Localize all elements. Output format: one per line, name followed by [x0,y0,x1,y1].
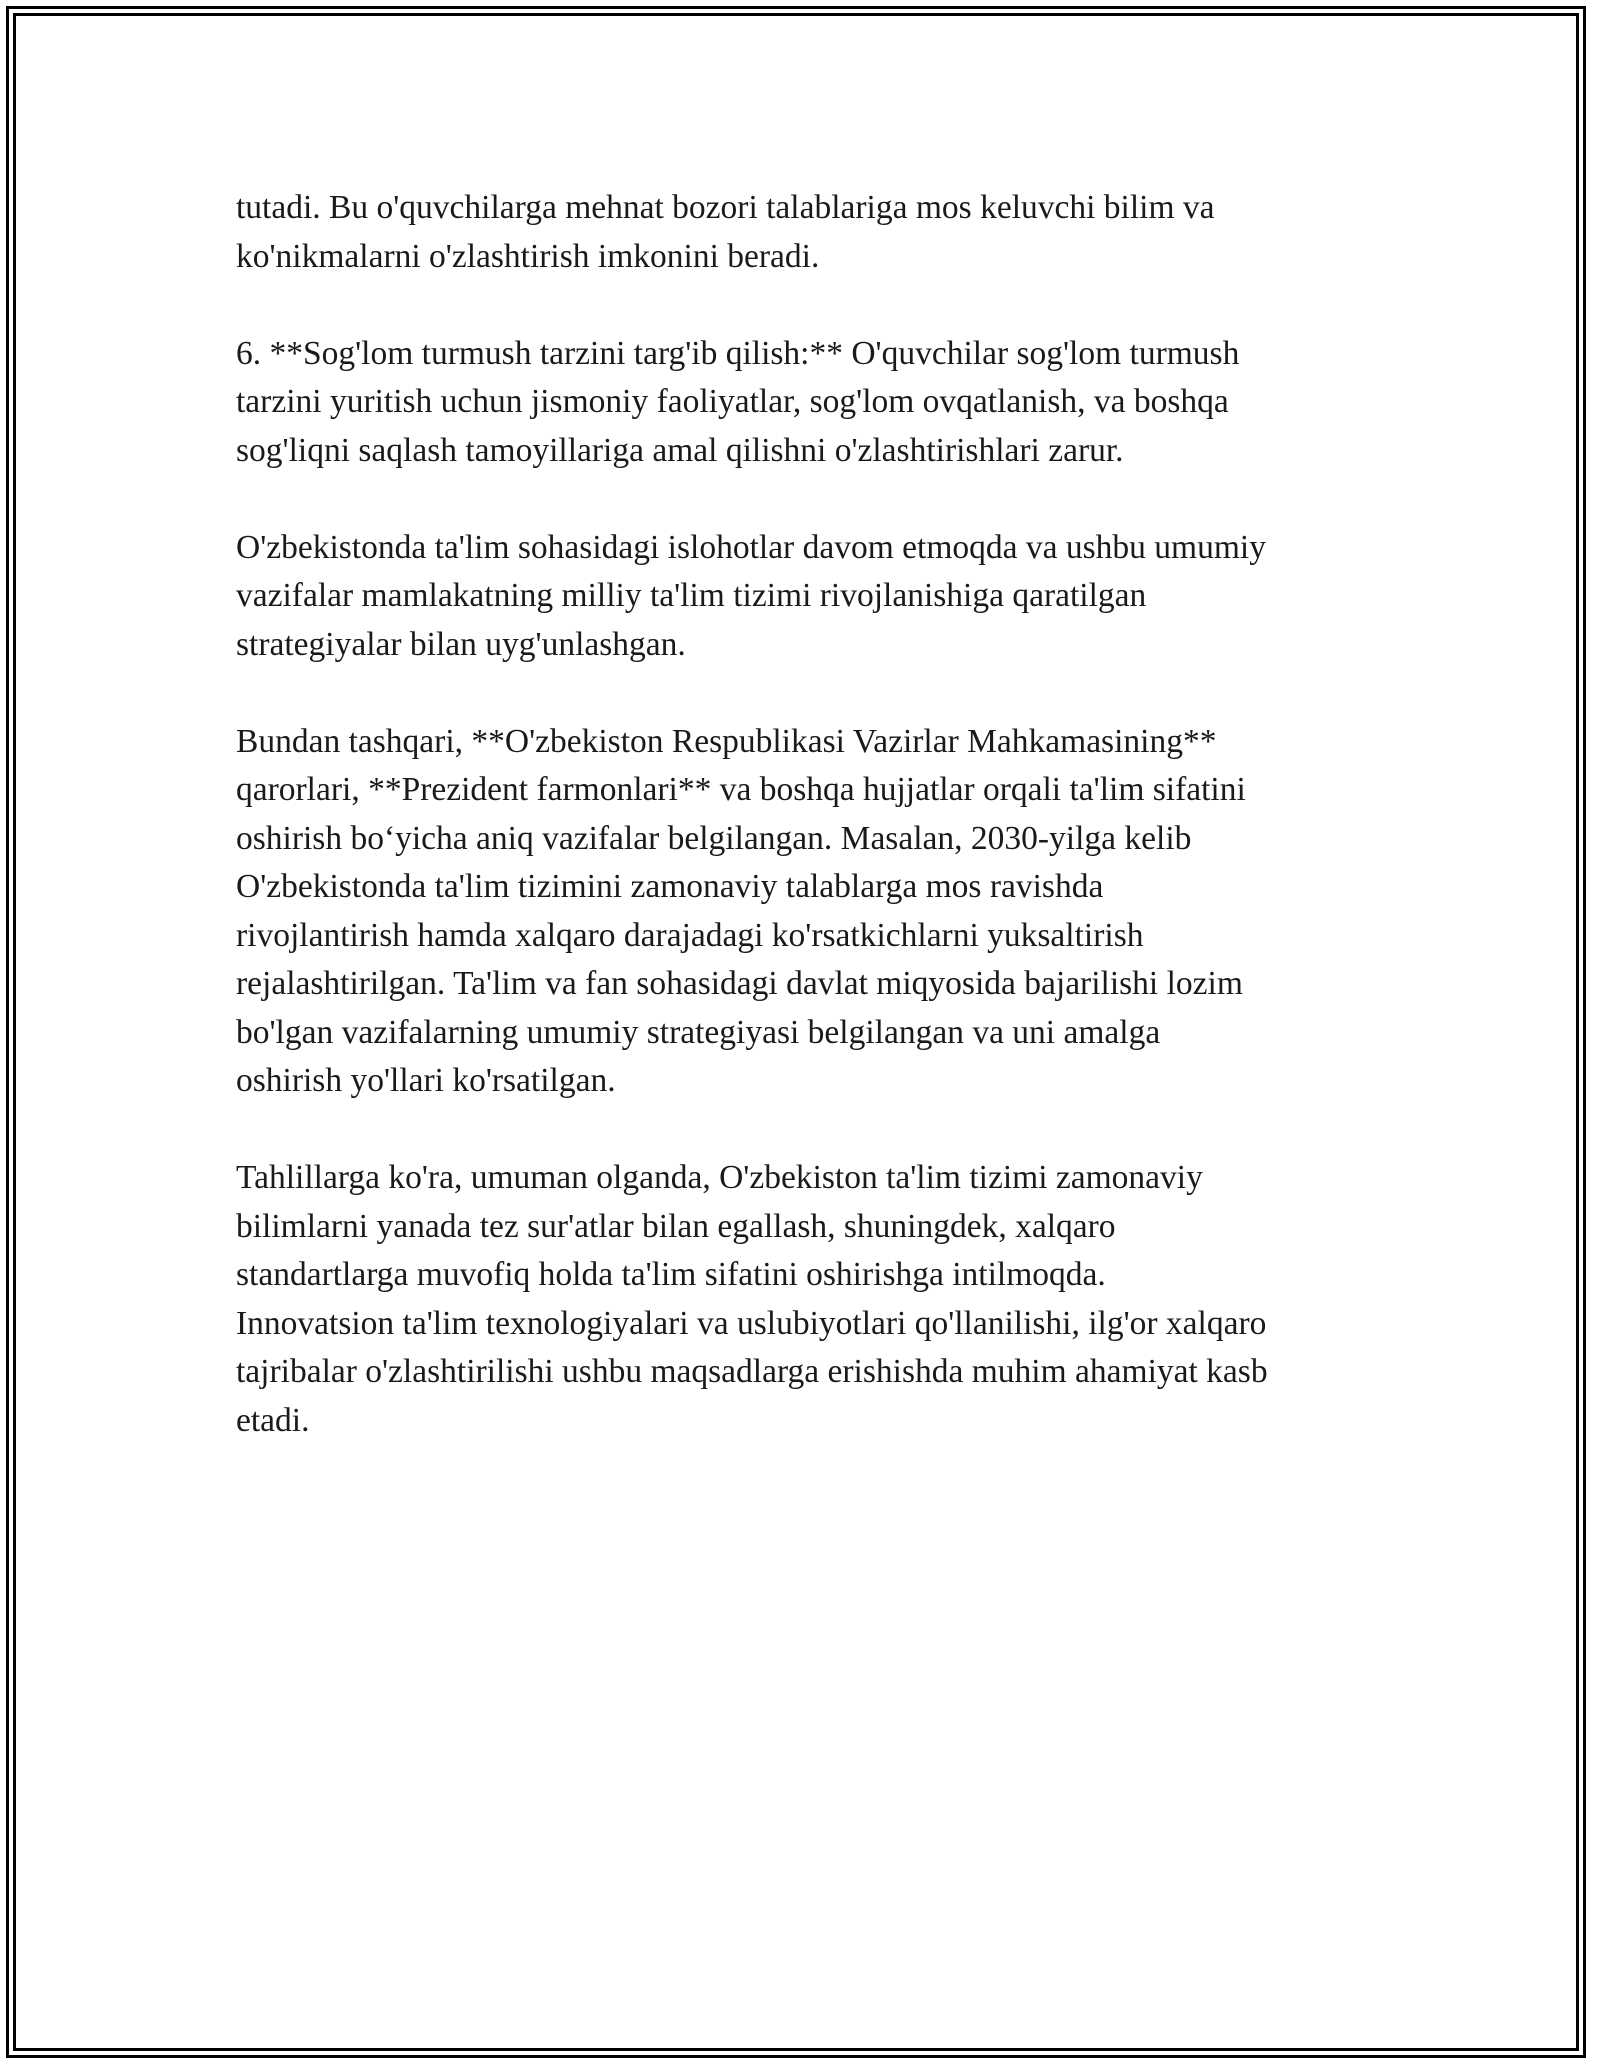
text-line: 6. **Sog'lom turmush tarzini targ'ib qilish:** O'quvchilar sog'lom turmush [236,334,1240,372]
paragraph-2 [236,330,1376,476]
text-line: strategiyalar bilan uyg'unlashgan. [236,625,686,663]
text-line: ko'nikmalarni o'zlashtirish imkonini beradi. [236,237,820,275]
text-line: vazifalar mamlakatning milliy ta'lim tizimi rivojlanishiga qaratilgan [236,577,1147,614]
text-line: oshirish yo'llari ko'rsatilgan. [236,1062,616,1099]
text-line: etadi. [236,1401,310,1439]
text-line: standartlarga muvofiq holda ta'lim sifatini oshirishga intilmoqda. [236,1256,1106,1293]
text-line: rejalashtirilgan. Ta'lim va fan sohasidagi davlat miqyosida bajarilishi lozim [236,965,1243,1002]
paragraph-5 [236,1154,1376,1445]
text-line: Innovatsion ta'lim texnologiyalari va uslubiyotlari qo'llanilishi, ilg'or xalqaro [236,1304,1267,1342]
document-body [236,184,1376,1494]
text-line: tutadi. Bu o'quvchilarga mehnat bozori talablariga mos keluvchi bilim va [236,189,1215,226]
text-line: O'zbekistonda ta'lim sohasidagi islohotlar davom etmoqda va ushbu umumiy [236,528,1266,566]
paragraph-1 [236,184,1376,281]
text-line: O'zbekistonda ta'lim tizimini zamonaviy talablarga mos ravishda [236,868,1104,905]
text-line: tajribalar o'zlashtirilishi ushbu maqsadlarga erishishda muhim ahamiyat kasb [236,1353,1268,1390]
text-line: bo'lgan vazifalarning umumiy strategiyasi belgilangan va uni amalga [236,1013,1161,1051]
text-line: bilimlarni yanada tez sur'atlar bilan egallash, shuningdek, xalqaro [236,1207,1116,1245]
text-line: qarorlari, **Prezident farmonlari** va boshqa hujjatlar orqali ta'lim sifatini [236,771,1246,808]
text-line: Tahlillarga ko'ra, umuman olganda, O'zbekiston ta'lim tizimi zamonaviy [236,1159,1203,1196]
text-line: rivojlantirish hamda xalqaro darajadagi ko'rsatkichlarni yuksaltirish [236,916,1144,954]
paragraph-3 [236,524,1376,670]
text-line: sog'liqni saqlash tamoyillariga amal qilishni o'zlashtirishlari zarur. [236,431,1124,469]
text-line: oshirish bo‘yicha aniq vazifalar belgilangan. Masalan, 2030-yilga kelib [236,819,1192,857]
text-line: Bundan tashqari, **O'zbekiston Respublikasi Vazirlar Mahkamasining** [236,722,1217,760]
text-line: tarzini yuritish uchun jismoniy faoliyatlar, sog'lom ovqatlanish, va boshqa [236,383,1229,420]
paragraph-4 [236,718,1376,1106]
